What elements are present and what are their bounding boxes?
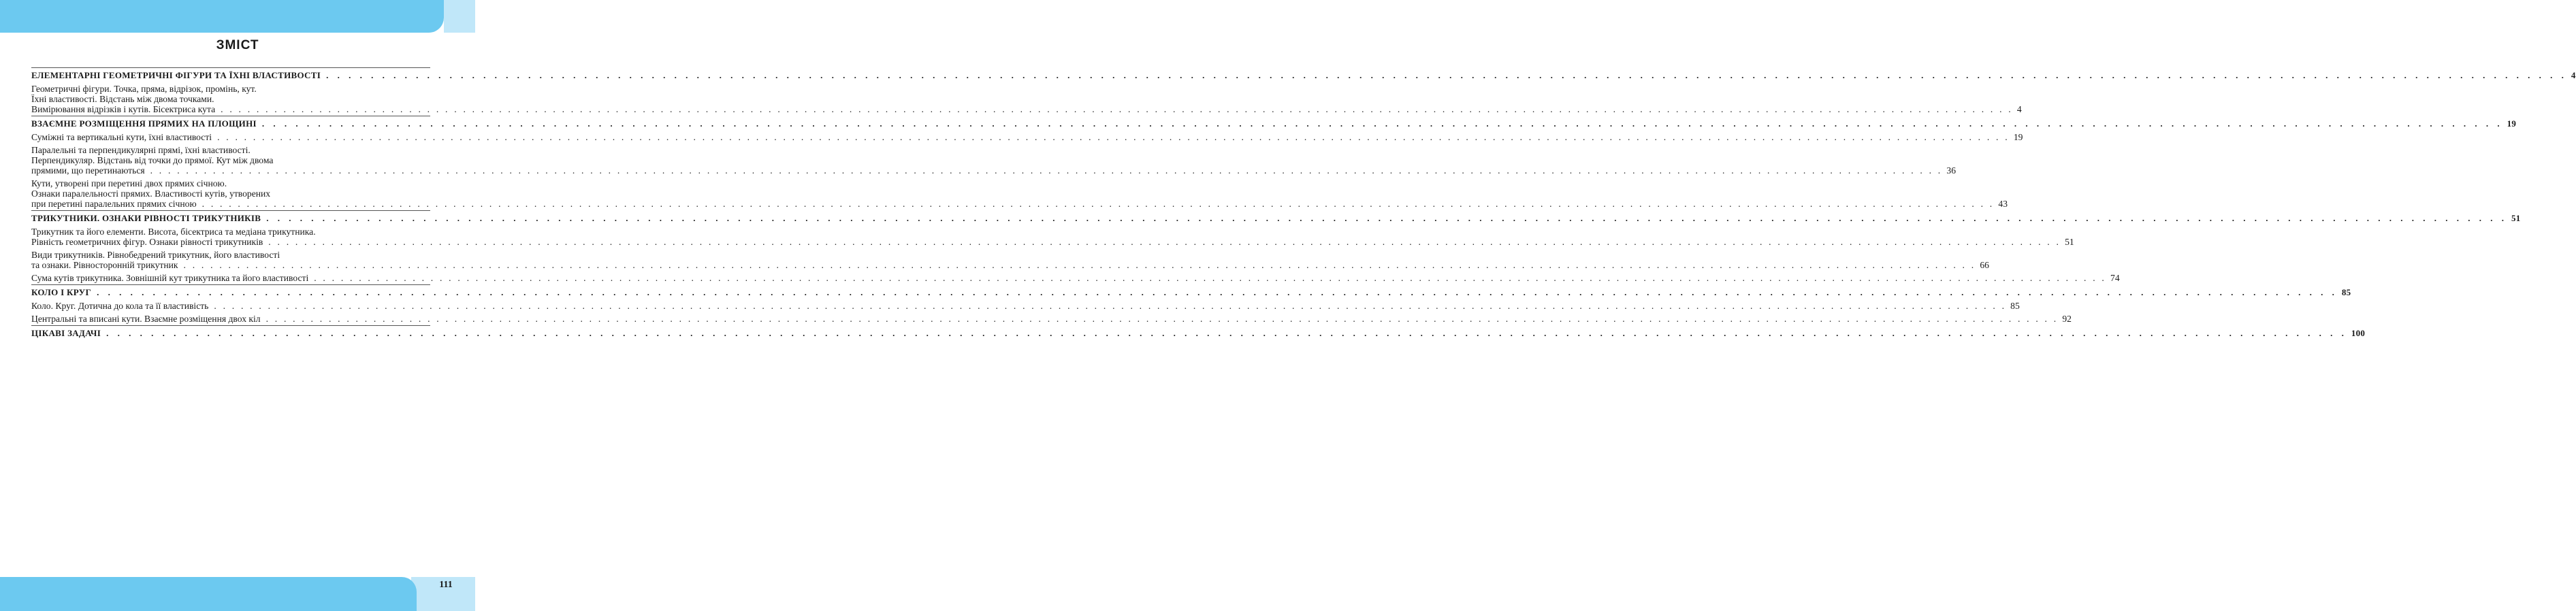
toc-entry-leader-line xyxy=(31,132,2023,142)
dot-leader: . . . . . . . . . . . . . . . . . . . . . . . . . . . . . . . . . . . . . . . . . . . . . . . . . . . . . . . . . . . . . . . . . . . . . . . . . . . . . . . . . . . . . . . . . . . . . . . . . . . . . . . . . . . . . . . . . . . . . . . . . . . . . . . . . . . . . . . . . . . . . . . . . . . . . . . . . . . . . . . . . . . . . . . . . . . . . . . . . . . . . . . . . . . . . . . . . . . . . . . . xyxy=(268,237,2061,247)
toc-page-number: 19 xyxy=(2507,118,2517,129)
toc-entry-line: Геометричні фігури. Точка, пряма, відрізок, промінь, кут. xyxy=(31,84,257,94)
toc-item[interactable] xyxy=(31,131,2023,144)
toc-entry-leader-line xyxy=(31,165,1956,176)
toc-entry-leader-line xyxy=(31,301,2020,311)
toc-page-number: 100 xyxy=(2351,328,2366,338)
toc-item[interactable] xyxy=(31,248,1989,271)
toc-entry-title: та ознаки. Рівносторонній трикутник xyxy=(31,260,178,270)
toc-section[interactable] xyxy=(31,68,2576,82)
toc-item[interactable] xyxy=(31,271,2120,284)
toc-entry-leader-line xyxy=(31,199,2008,209)
toc-entry-title: при перетині паралельних прямих січною xyxy=(31,199,197,209)
toc-entry-title: прямими, що перетинаються xyxy=(31,165,145,176)
toc-entry-leader-line xyxy=(31,237,2074,247)
top-band-main xyxy=(0,0,444,33)
toc-entry-leader-line xyxy=(31,328,2366,338)
toc-item[interactable] xyxy=(31,299,2020,312)
toc-section[interactable] xyxy=(31,326,2366,340)
toc-page-number: 51 xyxy=(2065,237,2074,247)
toc-entry-title: ЦІКАВІ ЗАДАЧІ xyxy=(31,328,101,338)
toc-entry-leader-line xyxy=(31,213,2521,223)
toc-item[interactable] xyxy=(31,82,2022,116)
toc-item[interactable] xyxy=(31,225,2074,248)
toc-page-number: 36 xyxy=(1946,165,1956,176)
toc-page-number: 19 xyxy=(2013,132,2023,142)
toc-entry-line: Кути, утворені при перетині двох прямих січною. xyxy=(31,178,227,188)
dot-leader: . . . . . . . . . . . . . . . . . . . . . . . . . . . . . . . . . . . . . . . . . . . . . . . . . . . . . . . . . . . . . . . . . . . . . . . . . . . . . . . . . . . . . . . . . . . . . . . . . . . . . . . . . . . . . . . . . . . . . . . . . . . . . . . . . . . . . . . . . . . . . . . . . . . . . . . . . . . . . . . . . . . . . . . . . . . . . . . . . . . . . . . . . . . . . . . . . . . . . . . . xyxy=(214,301,2007,311)
toc-entry-title: КОЛО І КРУГ xyxy=(31,287,92,297)
page-number: 111 xyxy=(439,580,453,590)
toc-entry-line: Паралельні та перпендикулярні прямі, їхні властивості. xyxy=(31,145,251,155)
toc-entry-line: Перпендикуляр. Відстань від точки до прямої. Кут між двома xyxy=(31,155,274,165)
toc-entry-leader-line xyxy=(31,314,2072,324)
toc-entry-title: Рівність геометричних фігур. Ознаки рівності трикутників xyxy=(31,237,263,247)
dot-leader: . . . . . . . . . . . . . . . . . . . . . . . . . . . . . . . . . . . . . . . . . . . . . . . . . . . . . . . . . . . . . . . . . . . . . . . . . . . . . . . . . . . . . . . . . . . . . . . . . . . . . . . . . . . . . . . . . . . . . . . . . . . . . . . . . . . . . . . . . . . . . . . . . . . . . . . . . . . . . . . . . . . . . . . . . . . . . . . . . . . . . . . . . . . . . . . . . . . . . . . . xyxy=(217,132,2010,142)
toc-page-number: 85 xyxy=(2010,301,2020,311)
page-title: ЗМІСТ xyxy=(216,38,259,52)
dot-leader: . . . . . . . . . . . . . . . . . . . . . . . . . . . . . . . . . . . . . . . . . . . . . . . . . . . . . . . . . . . . . . . . . . . . . . . . . . . . . . . . . . . . . . . . . . . . . . . . . . . . . . . . . . . . . . . . . . . . . . . . . . . . . . . . . . . . . . . . . . . . . . . . . . . . . . . . . . . . . . . . . . . . . . . . . . . . . . . . . . . . . . . . . . . . . . . . . . . . . . . . xyxy=(97,287,2338,297)
dot-leader: . . . . . . . . . . . . . . . . . . . . . . . . . . . . . . . . . . . . . . . . . . . . . . . . . . . . . . . . . . . . . . . . . . . . . . . . . . . . . . . . . . . . . . . . . . . . . . . . . . . . . . . . . . . . . . . . . . . . . . . . . . . . . . . . . . . . . . . . . . . . . . . . . . . . . . . . . . . . . . . . . . . . . . . . . . . . . . . . . . . . . . . . . . . . . . . . . . . . . . . . xyxy=(183,260,1976,270)
top-band-tail xyxy=(444,0,475,33)
toc-section[interactable] xyxy=(31,116,2517,131)
toc-page-number: 4 xyxy=(2571,70,2576,80)
dot-leader: . . . . . . . . . . . . . . . . . . . . . . . . . . . . . . . . . . . . . . . . . . . . . . . . . . . . . . . . . . . . . . . . . . . . . . . . . . . . . . . . . . . . . . . . . . . . . . . . . . . . . . . . . . . . . . . . . . . . . . . . . . . . . . . . . . . . . . . . . . . . . . . . . . . . . . . . . . . . . . . . . . . . . . . . . . . . . . . . . . . . . . . . . . . . . . . . . . . . . . . . xyxy=(150,165,1943,176)
toc-entry-title: Коло. Круг. Дотична до кола та її властивість xyxy=(31,301,209,311)
dot-leader: . . . . . . . . . . . . . . . . . . . . . . . . . . . . . . . . . . . . . . . . . . . . . . . . . . . . . . . . . . . . . . . . . . . . . . . . . . . . . . . . . . . . . . . . . . . . . . . . . . . . . . . . . . . . . . . . . . . . . . . . . . . . . . . . . . . . . . . . . . . . . . . . . . . . . . . . . . . . . . . . . . . . . . . . . . . . . . . . . . . . . . . . . . . . . . . . . . . . . . . . xyxy=(265,314,2059,324)
toc-item[interactable] xyxy=(31,312,2072,325)
toc-entry-leader-line xyxy=(31,118,2517,129)
toc-section[interactable] xyxy=(31,211,2521,225)
toc-page-number: 51 xyxy=(2511,213,2521,223)
toc-page-number: 92 xyxy=(2062,314,2072,324)
toc-entry-title: Центральні та вписані кути. Взаємне розміщення двох кіл xyxy=(31,314,261,324)
toc-entry-leader-line xyxy=(31,287,2351,297)
toc-entry-leader-line xyxy=(31,273,2120,283)
toc-entry-title: Суміжні та вертикальні кути, їхні властивості xyxy=(31,132,212,142)
toc-page-number: 66 xyxy=(1980,260,1989,270)
toc-entry-title: Вимірювання відрізків і кутів. Бісектриса кута xyxy=(31,104,216,114)
dot-leader: . . . . . . . . . . . . . . . . . . . . . . . . . . . . . . . . . . . . . . . . . . . . . . . . . . . . . . . . . . . . . . . . . . . . . . . . . . . . . . . . . . . . . . . . . . . . . . . . . . . . . . . . . . . . . . . . . . . . . . . . . . . . . . . . . . . . . . . . . . . . . . . . . . . . . . . . . . . . . . . . . . . . . . . . . . . . . . . . . . . . . . . . . . . . . . . . . . . . . . . . xyxy=(326,70,2567,80)
dot-leader: . . . . . . . . . . . . . . . . . . . . . . . . . . . . . . . . . . . . . . . . . . . . . . . . . . . . . . . . . . . . . . . . . . . . . . . . . . . . . . . . . . . . . . . . . . . . . . . . . . . . . . . . . . . . . . . . . . . . . . . . . . . . . . . . . . . . . . . . . . . . . . . . . . . . . . . . . . . . . . . . . . . . . . . . . . . . . . . . . . . . . . . . . . . . . . . . . . . . . . . . xyxy=(266,213,2507,223)
toc-entry-leader-line xyxy=(31,70,2576,80)
toc-entry-line: Їхні властивості. Відстань між двома точками. xyxy=(31,94,214,104)
toc-page-number: 4 xyxy=(2016,104,2022,114)
toc-page-number: 43 xyxy=(1998,199,2008,209)
dot-leader: . . . . . . . . . . . . . . . . . . . . . . . . . . . . . . . . . . . . . . . . . . . . . . . . . . . . . . . . . . . . . . . . . . . . . . . . . . . . . . . . . . . . . . . . . . . . . . . . . . . . . . . . . . . . . . . . . . . . . . . . . . . . . . . . . . . . . . . . . . . . . . . . . . . . . . . . . . . . . . . . . . . . . . . . . . . . . . . . . . . . . . . . . . . . . . . . . . . . . . . . xyxy=(106,328,2347,338)
toc-item[interactable] xyxy=(31,144,1956,177)
toc-entry-title: ВЗАЄМНЕ РОЗМІЩЕННЯ ПРЯМИХ НА ПЛОЩИНІ xyxy=(31,118,257,129)
table-of-contents xyxy=(31,67,2576,340)
toc-entry-title: ЕЛЕМЕНТАРНІ ГЕОМЕТРИЧНІ ФІГУРИ ТА ЇХНІ ВЛАСТИВОСТІ xyxy=(31,70,321,80)
toc-entry-leader-line xyxy=(31,260,1989,270)
toc-item[interactable] xyxy=(31,177,2008,210)
bottom-band-main xyxy=(0,577,417,611)
dot-leader: . . . . . . . . . . . . . . . . . . . . . . . . . . . . . . . . . . . . . . . . . . . . . . . . . . . . . . . . . . . . . . . . . . . . . . . . . . . . . . . . . . . . . . . . . . . . . . . . . . . . . . . . . . . . . . . . . . . . . . . . . . . . . . . . . . . . . . . . . . . . . . . . . . . . . . . . . . . . . . . . . . . . . . . . . . . . . . . . . . . . . . . . . . . . . . . . . . . . . . . . xyxy=(202,199,1995,209)
bottom-decorative-band xyxy=(0,577,475,611)
toc-entry-title: ТРИКУТНИКИ. ОЗНАКИ РІВНОСТІ ТРИКУТНИКІВ xyxy=(31,213,261,223)
toc-page-number: 85 xyxy=(2341,287,2351,297)
toc-entry-title: Сума кутів трикутника. Зовнішній кут трикутника та його властивості xyxy=(31,273,309,283)
dot-leader: . . . . . . . . . . . . . . . . . . . . . . . . . . . . . . . . . . . . . . . . . . . . . . . . . . . . . . . . . . . . . . . . . . . . . . . . . . . . . . . . . . . . . . . . . . . . . . . . . . . . . . . . . . . . . . . . . . . . . . . . . . . . . . . . . . . . . . . . . . . . . . . . . . . . . . . . . . . . . . . . . . . . . . . . . . . . . . . . . . . . . . . . . . . . . . . . . . . . . . . . xyxy=(221,104,2013,114)
toc-entry-leader-line xyxy=(31,104,2022,114)
toc-entry-line: Трикутник та його елементи. Висота, бісектриса та медіана трикутника. xyxy=(31,227,316,237)
toc-entry-line: Ознаки паралельності прямих. Властивості кутів, утворених xyxy=(31,188,271,199)
toc-page-number: 74 xyxy=(2110,273,2120,283)
dot-leader: . . . . . . . . . . . . . . . . . . . . . . . . . . . . . . . . . . . . . . . . . . . . . . . . . . . . . . . . . . . . . . . . . . . . . . . . . . . . . . . . . . . . . . . . . . . . . . . . . . . . . . . . . . . . . . . . . . . . . . . . . . . . . . . . . . . . . . . . . . . . . . . . . . . . . . . . . . . . . . . . . . . . . . . . . . . . . . . . . . . . . . . . . . . . . . . . . . . . . . . . xyxy=(314,273,2107,283)
top-decorative-band xyxy=(0,0,475,33)
toc-section[interactable] xyxy=(31,285,2351,299)
dot-leader: . . . . . . . . . . . . . . . . . . . . . . . . . . . . . . . . . . . . . . . . . . . . . . . . . . . . . . . . . . . . . . . . . . . . . . . . . . . . . . . . . . . . . . . . . . . . . . . . . . . . . . . . . . . . . . . . . . . . . . . . . . . . . . . . . . . . . . . . . . . . . . . . . . . . . . . . . . . . . . . . . . . . . . . . . . . . . . . . . . . . . . . . . . . . . . . . . . . . . . . . xyxy=(261,118,2503,129)
toc-entry-line: Види трикутників. Рівнобедрений трикутник, його властивості xyxy=(31,250,280,260)
